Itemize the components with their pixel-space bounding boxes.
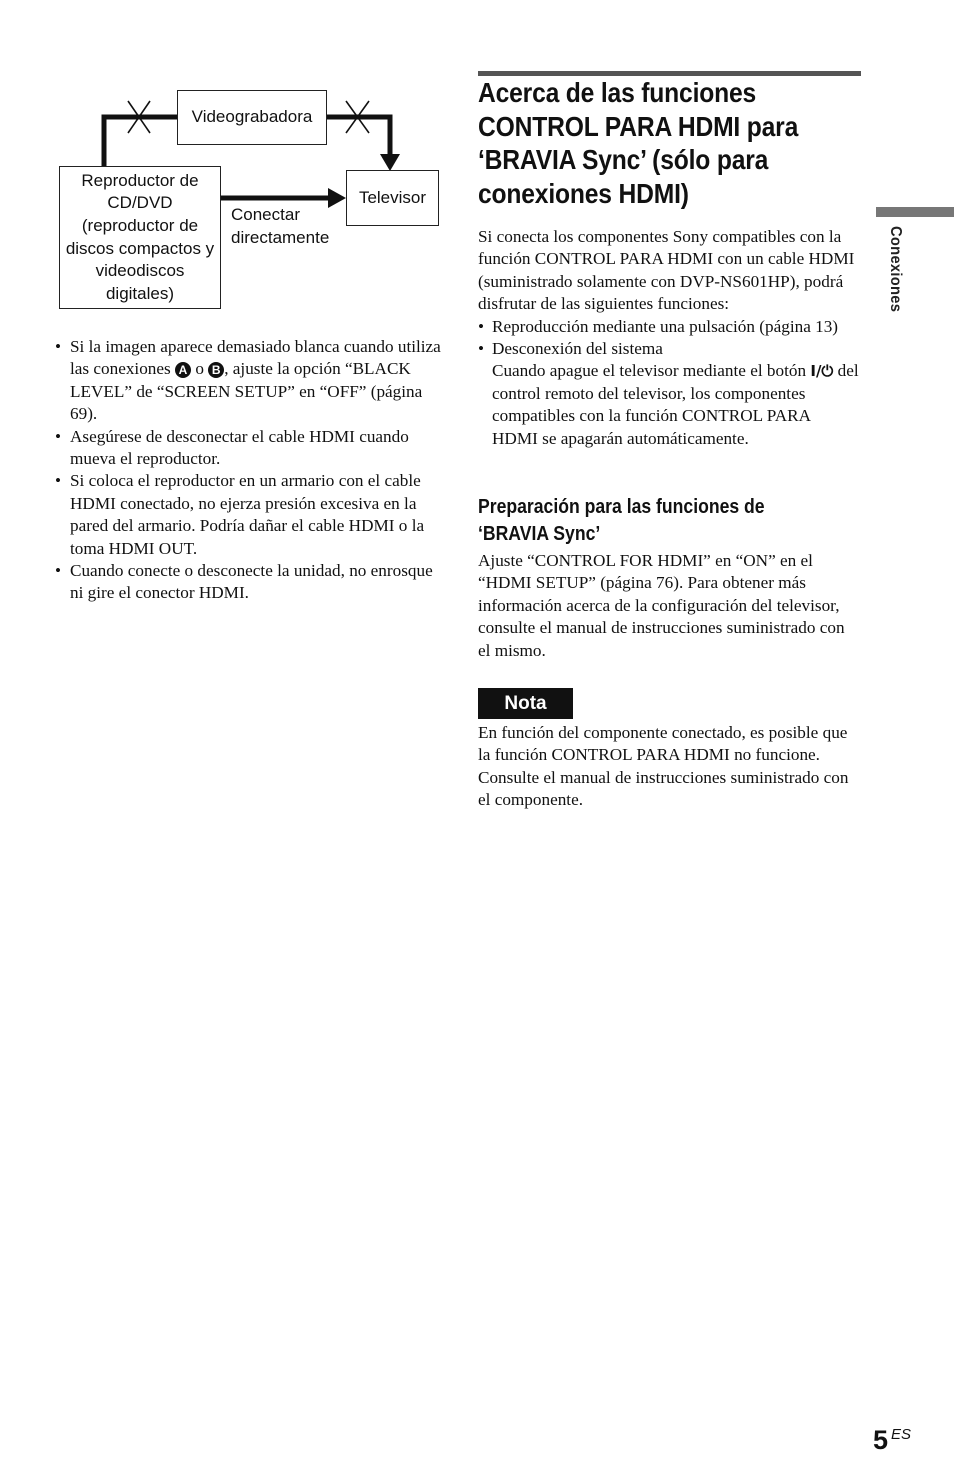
vcr-label: Videograbadora xyxy=(191,107,313,127)
power-icon: I/⏻ xyxy=(810,362,834,381)
connect-directly-label: Conectar directamente xyxy=(231,205,330,247)
player-label: Reproductor de CD/DVD (reproductor de discos compactos y videodiscos digitales) xyxy=(65,170,215,303)
list-item: • Cuando conecte o desconecte la unidad, no enrosque ni gire el conector HDMI. xyxy=(52,560,444,605)
page-suffix: ES xyxy=(891,1426,912,1443)
features-list xyxy=(478,316,860,450)
section-title: Acerca de las funciones CONTROL PARA HDMI para ‘BRAVIA Sync’ (sólo para conexiones HDMI) xyxy=(478,77,799,209)
prep-paragraph: Ajuste “CONTROL FOR HDMI” en “ON” en el “HDMI SETUP” (página 76). Para obtener más información acerca de la configuración del televisor, consulte el manual de instrucciones suministrado con el mismo. xyxy=(478,551,845,660)
right-arrow-icon xyxy=(328,188,346,208)
tv-label: Televisor xyxy=(358,187,427,207)
vcr-to-tv-line xyxy=(326,117,390,158)
down-arrow-icon xyxy=(380,154,400,171)
player-box xyxy=(59,166,221,309)
list-item: • Si coloca el reproductor en un armario con el cable HDMI conectado, no ejerza presión excesiva en la pared del armario. Podría dañar el cable HDMI o la toma HDMI OUT. xyxy=(52,470,444,560)
section-body xyxy=(478,226,860,450)
note-paragraph: En función del componente conectado, es posible que la función CONTROL PARA HDMI no funcione. Consulte el manual de instrucciones suministrado con el componente. xyxy=(478,723,849,810)
side-tab-bar xyxy=(876,207,954,217)
badge-a-icon: A xyxy=(175,362,191,378)
badge-b-icon: B xyxy=(208,362,224,378)
subsection-title: Preparación para las funciones de ‘BRAVIA Sync’ xyxy=(478,496,765,545)
left-notes-list xyxy=(52,336,444,605)
note-badge: Nota xyxy=(478,688,573,719)
list-item: • Asegúrese de desconectar el cable HDMI cuando mueva el reproductor. xyxy=(52,426,444,471)
list-item: • Si la imagen aparece demasiado blanca cuando utiliza las conexiones A o B , ajuste la opción “BLACK LEVEL” de “SCREEN SETUP” en “OFF” (página 69). xyxy=(52,336,444,426)
page-number: 5 xyxy=(873,1425,889,1455)
vcr-box xyxy=(177,90,327,145)
list-item: • Reproducción mediante una pulsación (página 13) xyxy=(478,316,860,338)
list-item: • Desconexión del sistema Cuando apague el televisor mediante el botón I/⏻ del control remoto del televisor, los componentes compatibles con la función CONTROL PARA HDMI se apagarán automáticamente. xyxy=(478,338,860,450)
tv-box xyxy=(346,170,439,226)
intro-paragraph: Si conecta los componentes Sony compatibles con la función CONTROL PARA HDMI con un cable HDMI (suministrado solamente con DVP-NS601HP), podrá disfrutar de las siguientes funciones: xyxy=(478,227,855,314)
side-tab-label: Conexiones xyxy=(887,226,904,313)
player-to-vcr-line xyxy=(104,117,178,167)
